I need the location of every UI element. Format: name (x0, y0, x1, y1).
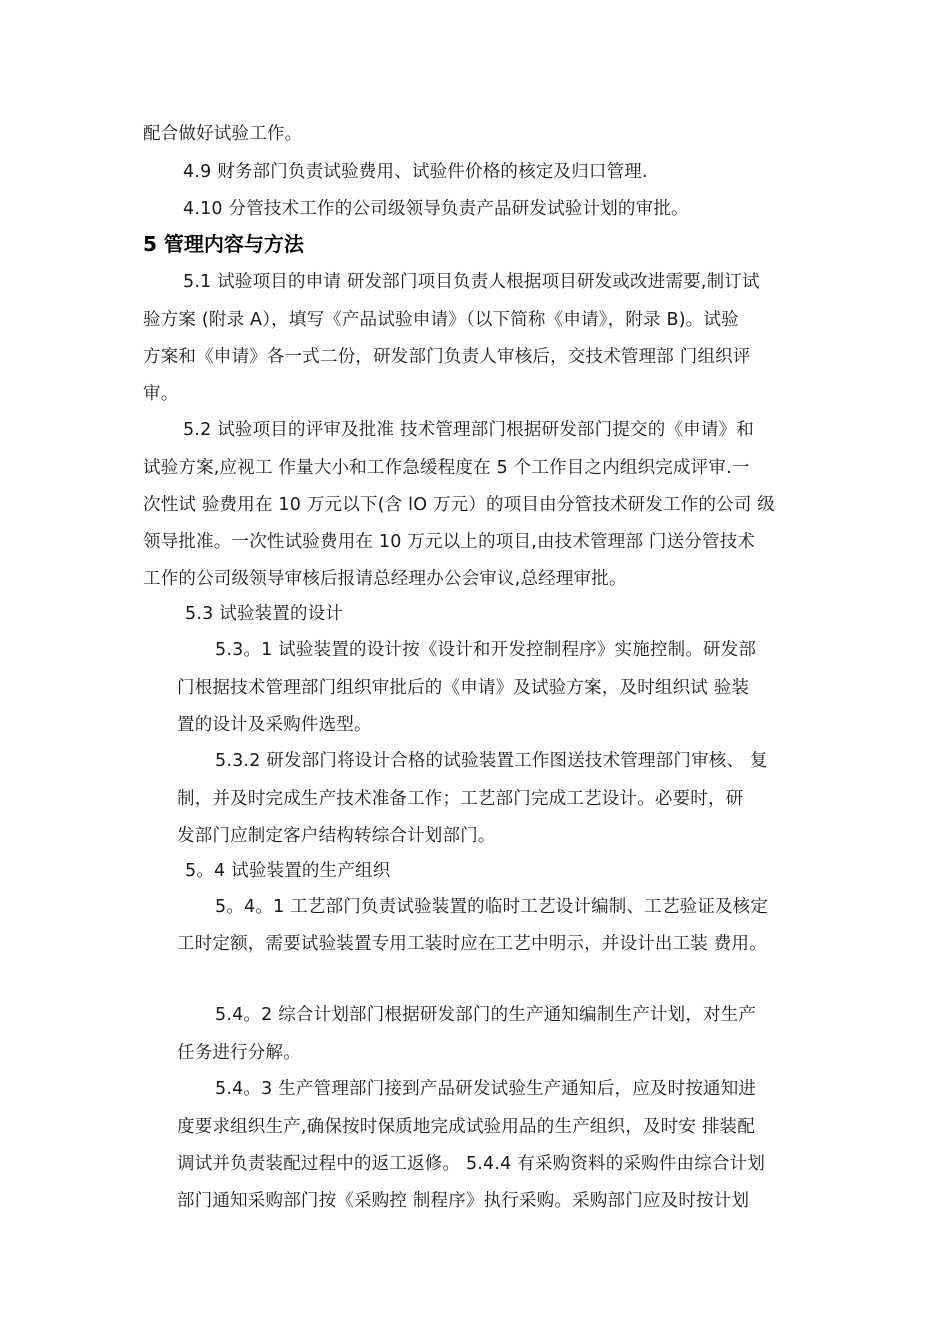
paragraph-line: 审。 (143, 384, 179, 404)
section-heading: 5 管理内容与方法 (143, 232, 304, 256)
paragraph-line: 工时定额，需要试验装置专用工装时应在工艺中明示，并设计出工装 费用。 (177, 934, 767, 954)
paragraph-line: 制，并及时完成生产技术准备工作；工艺部门完成工艺设计。必要时，研 (177, 789, 744, 809)
paragraph-line: 置的设计及采购件选型。 (177, 715, 372, 735)
paragraph-line: 5。4。1 工艺部门负责试验装置的临时工艺设计编制、工艺验证及核定 (215, 897, 769, 917)
paragraph-line: 5.1 试验项目的申请 研发部门项目负责人根据项目研发或改进需要,制订试 (183, 272, 760, 292)
paragraph-line: 方案和《申请》各一式二份，研发部门负责人审核后，交技术管理部 门组织评 (143, 347, 751, 367)
paragraph-line: 5.2 试验项目的评审及批准 技术管理部门根据研发部门提交的《申请》和 (183, 420, 754, 440)
paragraph-line: 门根据技术管理部门组织审批后的《申请》及试验方案，及时组织试 验装 (177, 678, 750, 698)
paragraph-line: 验方案 (附录 A），填写《产品试验申请》（以下简称《申请》，附录 B)。试验 (143, 310, 739, 330)
paragraph-line: 任务进行分解。 (177, 1043, 301, 1063)
paragraph-line: 次性试 验费用在 10 万元以下(含 lO 万元）的项目由分管技术研发工作的公司 级 (143, 495, 776, 515)
paragraph-line: 部门通知采购部门按《采购控 制程序》执行采购。采购部门应及时按计划 (177, 1191, 750, 1211)
paragraph-line: 5.4。2 综合计划部门根据研发部门的生产通知编制生产计划，对生产 (215, 1005, 757, 1025)
paragraph-line: 工作的公司级领导审核后报请总经理办公会审议,总经理审批。 (143, 569, 627, 589)
paragraph-line: 领导批准。一次性试验费用在 10 万元以上的项目,由技术管理部 门送分管技术 (143, 532, 756, 552)
paragraph-line: 发部门应制定客户结构转综合计划部门。 (177, 826, 496, 846)
paragraph-line: 配合做好试验工作。 (143, 124, 303, 144)
paragraph-line: 度要求组织生产,确保按时保质地完成试验用品的生产组织，及时安 排装配 (177, 1117, 755, 1137)
paragraph-line: 5.3。1 试验装置的设计按《设计和开发控制程序》实施控制。研发部 (215, 640, 757, 660)
paragraph-line: 试验方案,应视工 作量大小和工作急缓程度在 5 个工作目之内组织完成评审.一 (143, 458, 750, 478)
paragraph-line: 5.3.2 研发部门将设计合格的试验装置工作图送技术管理部门审核、 复 (215, 751, 768, 771)
paragraph-line: 4.10 分管技术工作的公司级领导负责产品研发试验计划的审批。 (183, 199, 689, 219)
paragraph-line: 调试并负责装配过程中的返工返修。 5.4.4 有采购资料的采购件由综合计划 (177, 1154, 766, 1174)
paragraph-line: 4.9 财务部门负责试验费用、试验件价格的核定及归口管理. (183, 162, 648, 182)
paragraph-line: 5.4。3 生产管理部门接到产品研发试验生产通知后，应及时按通知进 (215, 1079, 757, 1099)
subsection-heading: 5.3 试验装置的设计 (185, 604, 344, 624)
subsection-heading: 5。4 试验装置的生产组织 (185, 861, 391, 881)
